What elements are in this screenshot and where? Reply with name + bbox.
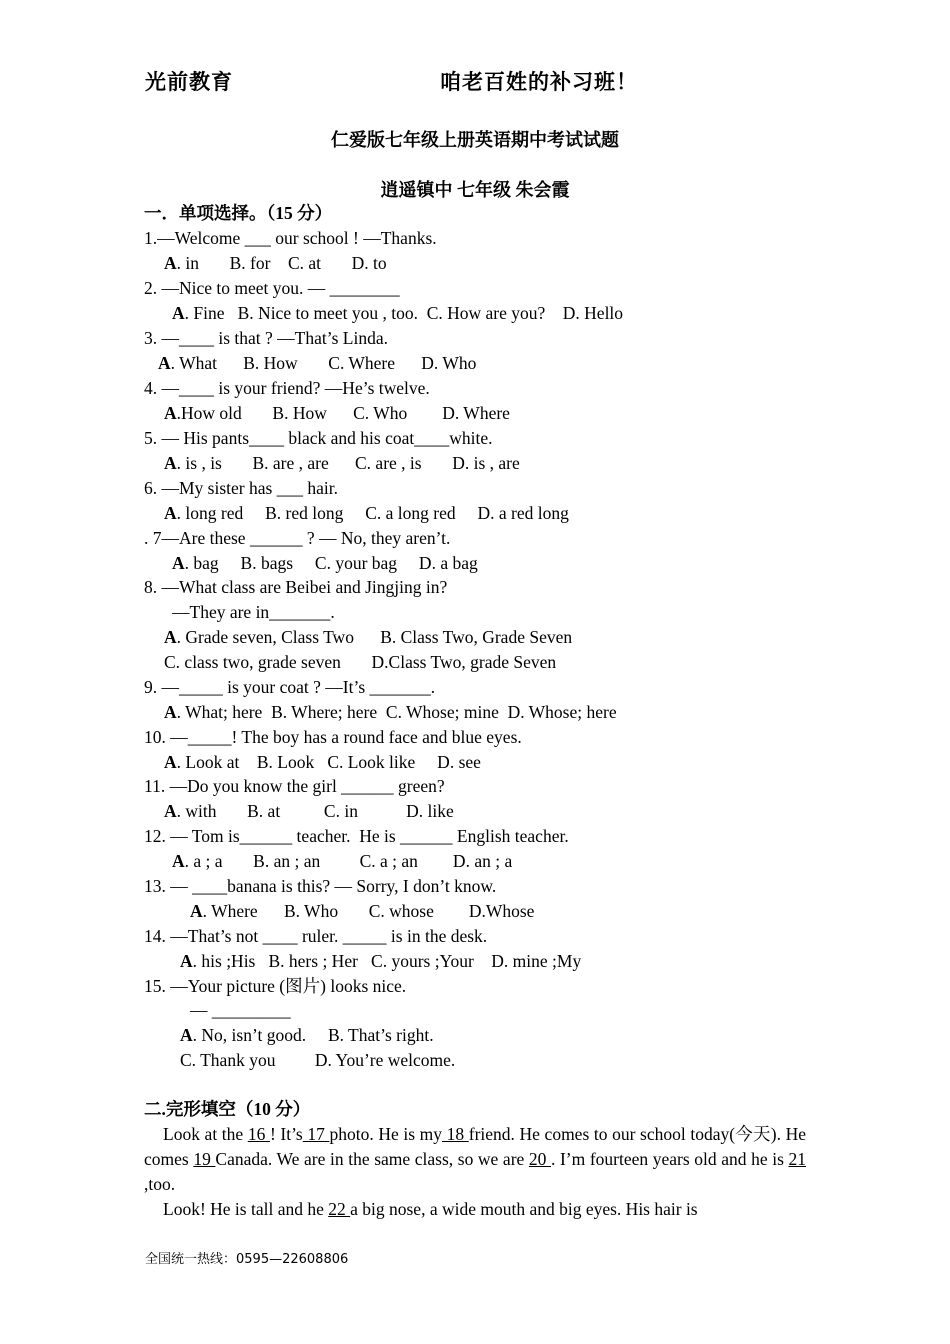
blank-20: 20 (528, 1149, 551, 1169)
option-line: A. What B. How C. Where D. Who (158, 353, 477, 373)
question-line: 2. —Nice to meet you. — ________ (144, 278, 400, 298)
blank-18: 18 (442, 1124, 469, 1144)
blank-21: 21 (788, 1149, 807, 1169)
option-line: A. What; here B. Where; here C. Whose; mine D. Whose; here (164, 702, 617, 722)
question-line: 10. —_____! The boy has a round face and blue eyes. (144, 727, 522, 747)
cloze-text: a big nose, a wide mouth and big eyes. His hair is (350, 1199, 698, 1219)
option-line: A.How old B. How C. Who D. Where (164, 403, 510, 423)
blank-19: 19 (193, 1149, 216, 1169)
exam-title: 仁爱版七年级上册英语期中考试试题 (331, 130, 619, 150)
header-slogan: 咱老百姓的补习班！ (440, 70, 638, 94)
option-line: C. class two, grade seven D.Class Two, grade Seven (164, 652, 557, 672)
option-line: —They are in_______. (172, 602, 335, 622)
option-line: C. Thank you D. You’re welcome. (180, 1050, 456, 1070)
section-1-heading: 一．单项选择。（15 分） (144, 203, 333, 223)
question-line: 5. — His pants____ black and his coat____white. (144, 428, 493, 448)
question-line: 6. —My sister has ___ hair. (144, 478, 338, 498)
cloze-text: friend. He comes to our school today(今天). He comes (144, 1124, 807, 1169)
cloze-text: ! It’s (269, 1124, 303, 1144)
option-line: A. bag B. bags C. your bag D. a bag (172, 553, 478, 573)
cloze-text: photo. He is my (329, 1124, 443, 1144)
question-line: 3. —____ is that ? —That’s Linda. (144, 328, 388, 348)
option-line: — _________ (190, 1000, 291, 1020)
header-brand: 光前教育 (145, 70, 233, 94)
option-line: A. Where B. Who C. whose D.Whose (190, 901, 535, 921)
option-line: A. Fine B. Nice to meet you , too. C. How are you? D. Hello (172, 303, 624, 323)
cloze-text: ,too. (144, 1174, 176, 1194)
cloze-text: Look at the (163, 1124, 248, 1144)
option-line: A. with B. at C. in D. like (164, 801, 454, 821)
blank-16: 16 (247, 1124, 270, 1144)
blank-17: 17 (302, 1124, 330, 1144)
blank-22: 22 (328, 1199, 351, 1219)
option-line: A. Grade seven, Class Two B. Class Two, Grade Seven (164, 627, 573, 647)
cloze-text: . I’m fourteen years old and he is (551, 1149, 789, 1169)
question-line: 1.—Welcome ___ our school ! —Thanks. (144, 228, 437, 248)
option-line: A. in B. for C. at D. to (164, 253, 387, 273)
question-line: 14. —That’s not ____ ruler. _____ is in the desk. (144, 926, 488, 946)
cloze-paragraph-1 (144, 1122, 806, 1197)
option-line: A. Look at B. Look C. Look like D. see (164, 752, 481, 772)
question-line: 15. —Your picture (图片) looks nice. (144, 976, 407, 996)
section-2-heading: 二.完形填空（10 分） (144, 1099, 311, 1119)
cloze-paragraph-2 (144, 1197, 806, 1222)
option-line: A. his ;His B. hers ; Her C. yours ;Your D. mine ;My (180, 951, 582, 971)
footer-hotline: 全国统一热线：0595—22608806 (145, 1252, 349, 1267)
option-line: A. is , is B. are , are C. are , is D. is , are (164, 453, 520, 473)
question-line: 8. —What class are Beibei and Jingjing in? (144, 577, 448, 597)
question-line: . 7—Are these ______ ? — No, they aren’t. (144, 528, 451, 548)
question-line: 11. —Do you know the girl ______ green? (144, 776, 445, 796)
option-line: A. No, isn’t good. B. That’s right. (180, 1025, 434, 1045)
question-line: 13. — ____banana is this? — Sorry, I don’t know. (144, 876, 497, 896)
option-line: A. a ; a B. an ; an C. a ; an D. an ; a (172, 851, 513, 871)
question-line: 9. —_____ is your coat ? —It’s _______. (144, 677, 436, 697)
question-line: 12. — Tom is______ teacher. He is ______ English teacher. (144, 826, 569, 846)
question-line: 4. —____ is your friend? —He’s twelve. (144, 378, 430, 398)
exam-subtitle: 逍遥镇中 七年级 朱会霞 (380, 180, 570, 200)
option-line: A. long red B. red long C. a long red D. a red long (164, 503, 569, 523)
cloze-text: Canada. We are in the same class, so we are (215, 1149, 529, 1169)
cloze-text: Look! He is tall and he (163, 1199, 329, 1219)
